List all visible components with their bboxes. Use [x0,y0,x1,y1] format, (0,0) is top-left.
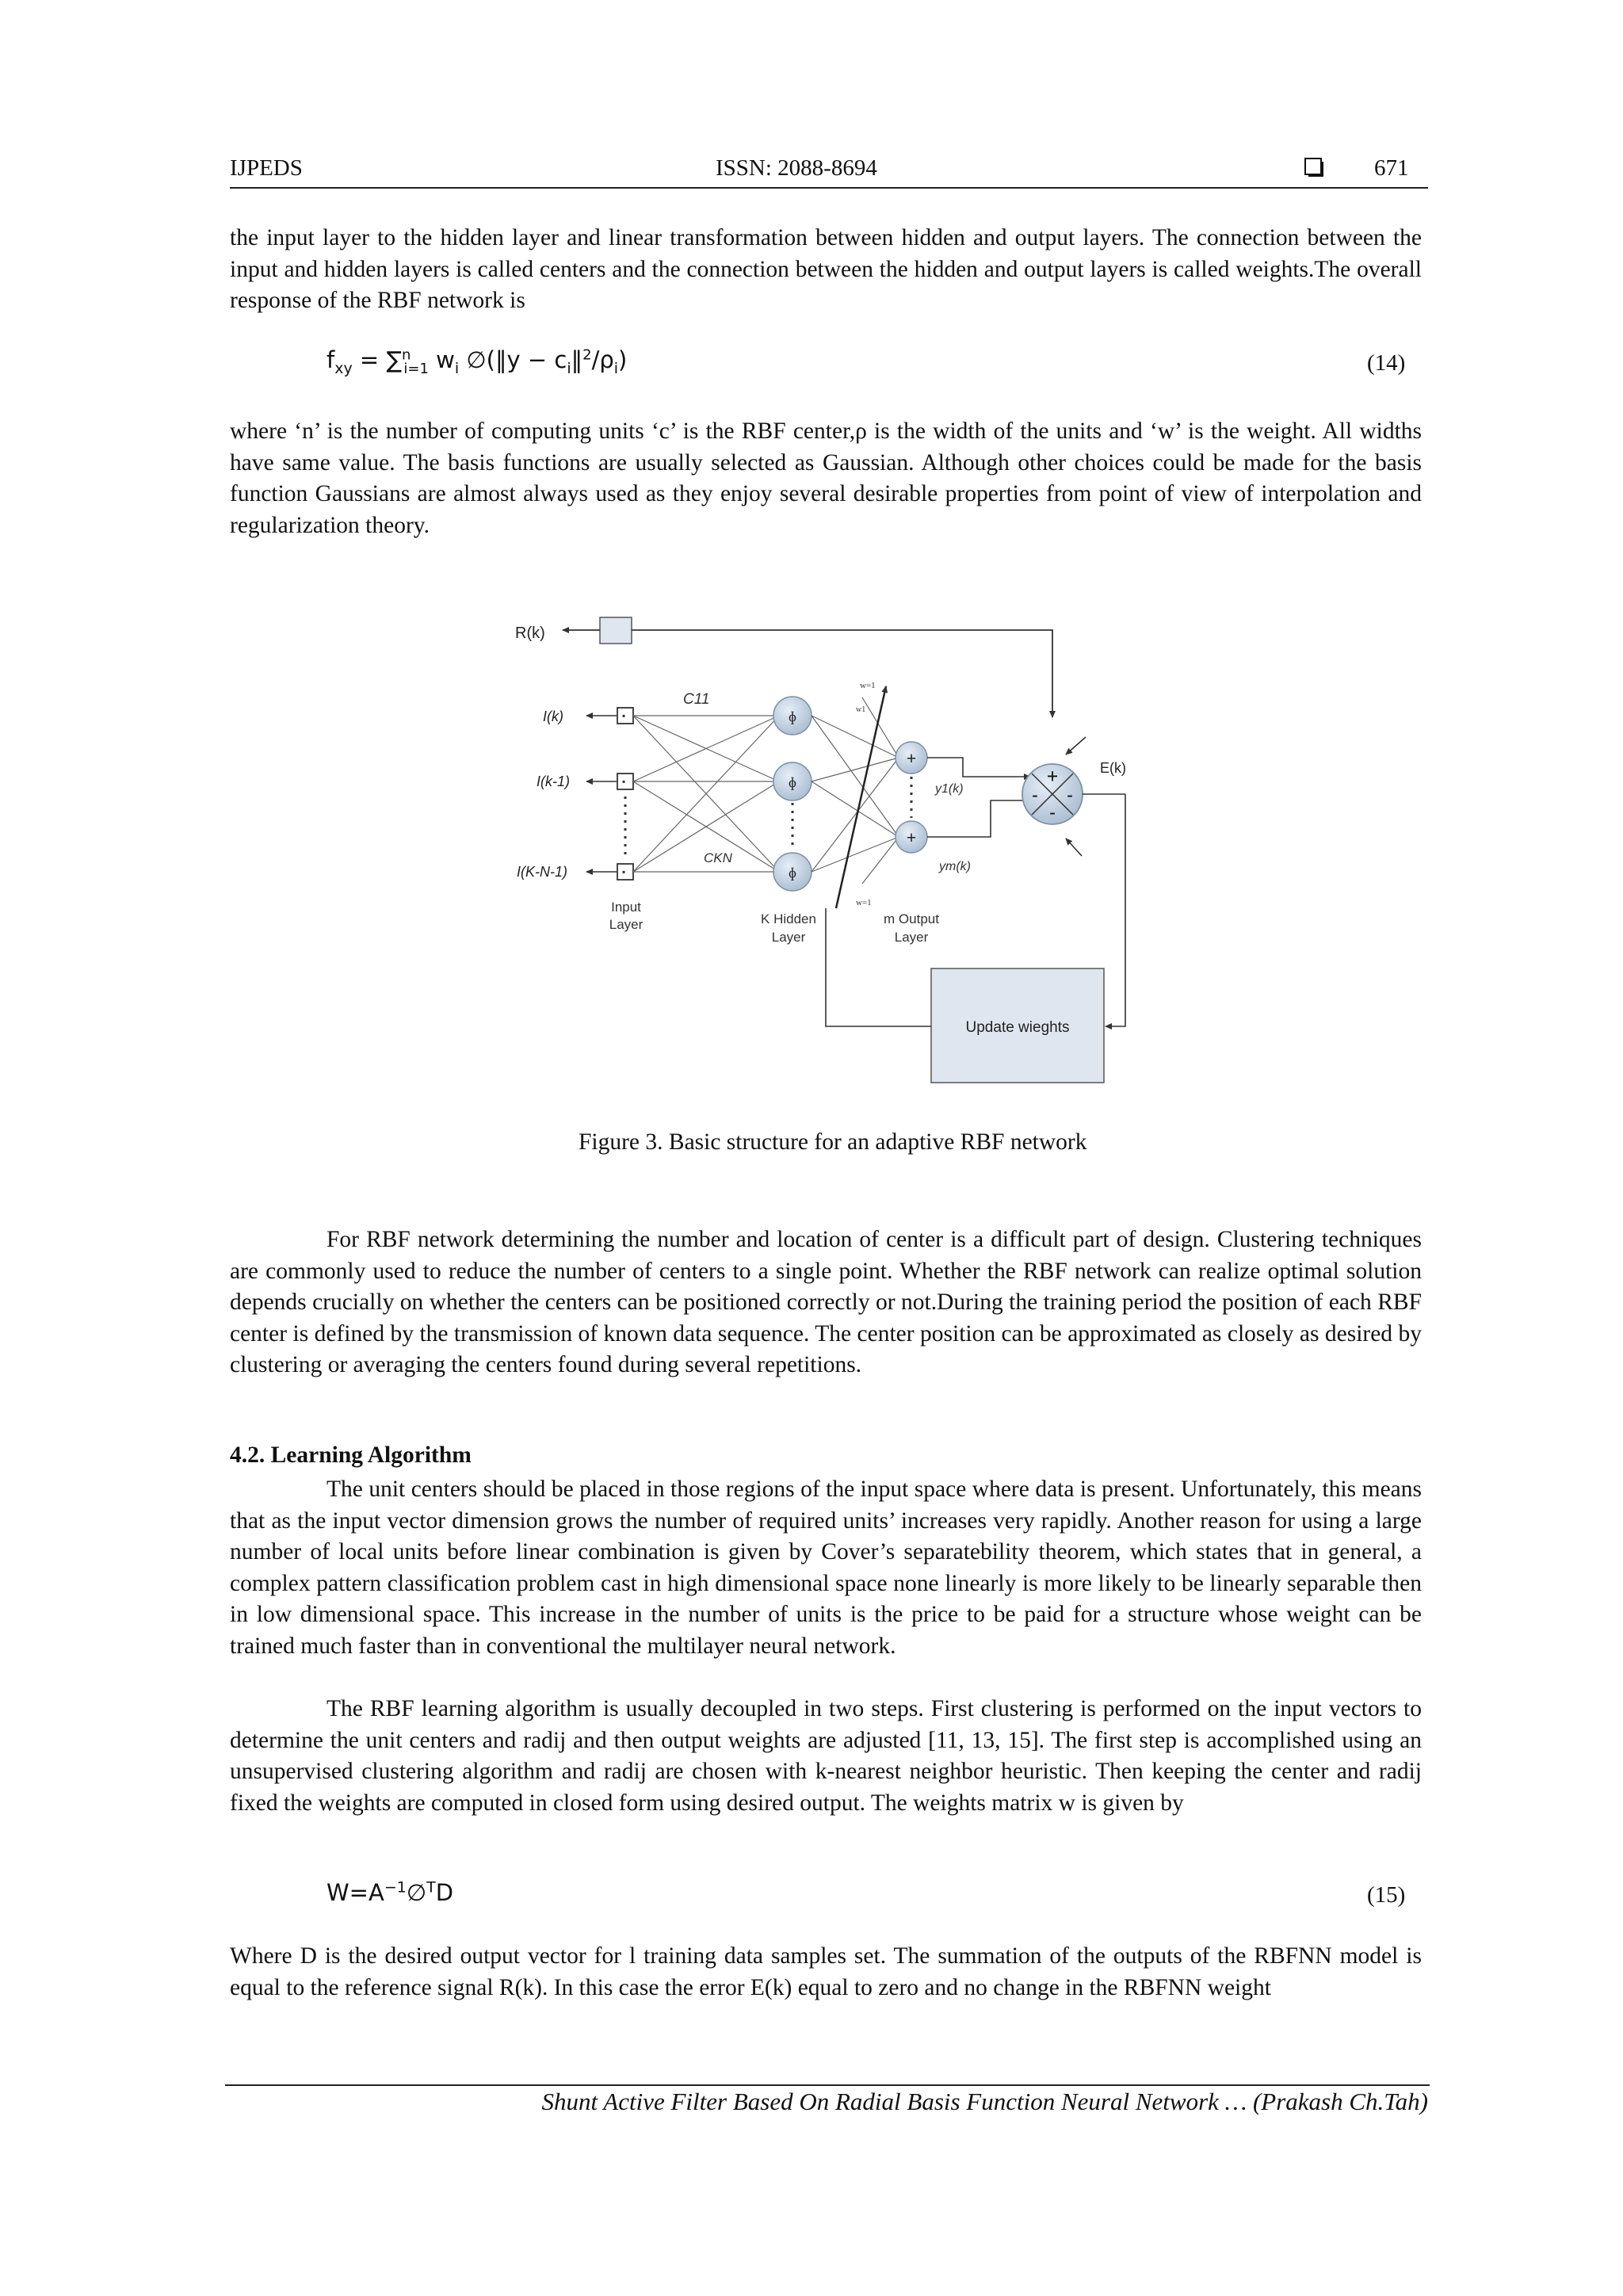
weight-label-w1: w1 [856,705,866,714]
svg-text:▪: ▪ [622,710,626,721]
svg-text:▪: ▪ [622,866,626,877]
figure-caption: Figure 3. Basic structure for an adaptive RBF network [579,1129,1087,1155]
svg-text:-: - [1049,802,1056,822]
output-label-1: y1(k) [935,782,964,796]
input-layer-label-line1: Input [611,900,641,915]
rbf-network-diagram [507,602,1141,1094]
page-number: 671 [1374,155,1409,181]
svg-text:▪: ▪ [622,776,626,787]
svg-text:-: - [1067,785,1073,804]
input-label-3: I(K-N-1) [517,864,567,880]
output-label-m: ym(k) [939,860,971,873]
svg-text:+: + [1046,765,1059,788]
input-label-1: I(k) [543,709,563,724]
phi-1: ɸ [789,709,796,724]
intro-paragraph: the input layer to the hidden layer and linear transformation between hidden and output layers. The connection between the input and hidden layers is called centers and the connection between the hidden and output layers is called weights.The overall response of the RBF network is [230,225,1422,313]
output-layer-label-line1: m Output [884,911,939,926]
reference-block [600,617,632,644]
input-label-2: I(k-1) [537,774,570,789]
output-layer-label-line2: Layer [894,930,929,945]
reference-label: R(k) [515,625,545,642]
equation-15: $W=A^{-1}\emptyset^TD$ [327,1878,454,1906]
hidden-layer-label-line1: K Hidden [761,911,816,926]
svg-text:-: - [1032,785,1038,804]
center-label-bottom: CKN [704,850,732,865]
issn: ISSN: 2088-8694 [716,155,877,181]
error-label: E(k) [1100,760,1126,776]
journal-name: IJPEDS [230,155,303,181]
input-layer-label-line2: Layer [609,917,643,932]
svg-text:+: + [906,748,917,768]
final-paragraph: Where D is the desired output vector for l training data samples set. The summation of the outputs of the RBFNN model is equal to the reference signal R(k). In this case the error E(k) equal to zero and no change in the RBFNN weight [230,1943,1422,2000]
equation-14-number: (14) [1367,350,1406,376]
header-rule [230,187,1428,189]
svg-text:+: + [906,827,917,847]
update-weights-label: Update wieghts [965,1019,1070,1036]
center-label-top: C11 [683,691,710,708]
weight-label-bottom: w=1 [856,898,872,907]
equation-15-number: (15) [1367,1882,1406,1908]
where-paragraph: where ‘n’ is the number of computing units ‘c’ is the RBF center,ρ is the width of the units and ‘w’ is the weight. All widths have same value. The basis functions are usually selected as Gaussian. Although other choices could be made for the basis function Gaussians are almost always used as they enjoy several desirable properties from point of view of interpolation and regularization theory. [230,418,1422,538]
footer-citation: Shunt Active Filter Based On Radial Basis Function Neural Network … (Prakash Ch.Tah) [541,2088,1428,2115]
weight-label-top: w=1 [860,681,876,690]
section-paragraph-1: The unit centers should be placed in those regions of the input space where data is present. Unfortunately, this means that as the input vector dimension grows the number of required units’ increases very rapidly. Another reason for using a large number of local units before linear combination is given by Cover’s separatebility theorem, which states that in general, a complex pattern classification problem cast in high dimensional space none linearly is more likely to be linearly separable then in low dimensional space. This increase in the number of units is the price to be paid for a structure whose weight can be trained much faster than in conventional the multilayer neural network. [230,1477,1422,1659]
section-heading: 4.2. Learning Algorithm [230,1442,472,1468]
hidden-layer-label-line2: Layer [771,930,806,945]
phi-2: ɸ [789,774,796,790]
footer-rule [225,2084,1430,2086]
equation-14: $f_{xy} = \sum^n_{i=1}$ $w_i$ ∅(‖y − $c_i‖^2/\rho_i$) [327,346,628,377]
rbf-paragraph: For RBF network determining the number and location of center is a difficult part of design. Clustering techniques are commonly used to reduce the number of centers to a single point. Whether the RBF network can realize optimal solution depends crucially on whether the centers can be positioned correctly or not.During the training period the position of each RBF center is defined by the transmission of known data sequence. The center position can be approximated as closely as desired by clustering or averaging the centers found during several repetitions. [230,1227,1422,1377]
phi-3: ɸ [789,865,796,881]
section-paragraph-2: The RBF learning algorithm is usually decoupled in two steps. First clustering is performed on the input vectors to determine the unit centers and radij and then output weights are adjusted [11, 13, 15]. The first step is accomplished using an unsupervised clustering algorithm and radij are chosen with k-nearest neighbor heuristic. Then keeping the center and radij fixed the weights are computed in closed form using desired output. The weights matrix w is given by [230,1696,1422,1816]
checkbox-icon [1304,158,1322,175]
